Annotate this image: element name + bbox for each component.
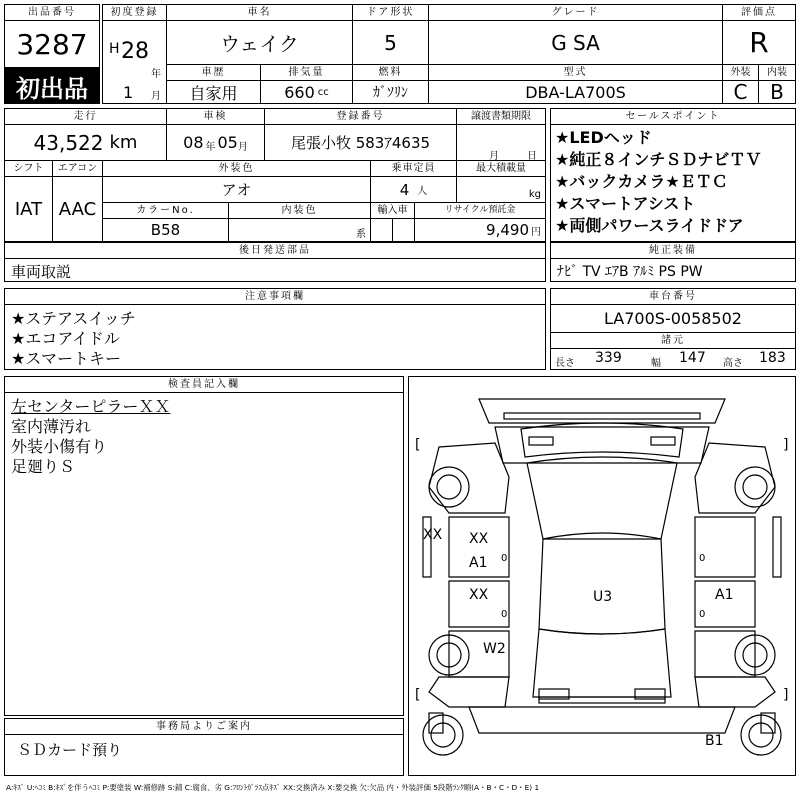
- length: 339: [595, 350, 622, 366]
- bracket-rr: ]: [783, 687, 789, 703]
- recycle-label: リサイクル預託金: [415, 203, 545, 219]
- seats: 4: [399, 180, 410, 199]
- fuel: ｶﾞｿﾘﾝ: [353, 81, 429, 103]
- car-name: ウェイク: [167, 21, 353, 65]
- model-code: DBA-LA700S: [429, 81, 723, 103]
- office-text: ＳＤカード預り: [17, 741, 123, 759]
- ext-grade: C: [723, 81, 759, 103]
- standard-equipment: [550, 242, 796, 282]
- sales-label: セールスポイント: [551, 109, 795, 125]
- length-label: 長さ: [555, 358, 575, 369]
- colorno: B58: [103, 219, 229, 241]
- office-label: 事務局よりご案内: [5, 719, 403, 735]
- disp-label: 排気量: [261, 65, 353, 81]
- mileage-unit: km: [109, 132, 138, 153]
- inspector-list: [11, 397, 401, 497]
- header-section: [4, 4, 796, 104]
- inspector-label: 検査員記入欄: [5, 377, 403, 393]
- inspector-item: 足廻りＳ: [11, 457, 76, 476]
- mark-xx-rear-door: XX: [469, 587, 489, 603]
- later-parts: [4, 242, 546, 282]
- later-value: 車両取説: [11, 263, 72, 281]
- import-cell-b: [393, 219, 415, 241]
- grade: G SA: [429, 21, 723, 65]
- recycle: 9,490: [486, 221, 529, 239]
- reg-month-unit: 月: [151, 91, 161, 102]
- mark-a1-front-door: A1: [469, 555, 488, 571]
- equip-value: ﾅﾋﾞ TV ｴｱB ｱﾙﾐ PS PW: [557, 264, 703, 280]
- mileage-label: 走行: [5, 109, 167, 125]
- inspect-year-unit: 年: [205, 142, 216, 153]
- reg-year: 28: [121, 39, 149, 64]
- sales-item: ★両側パワースライドドア: [555, 216, 744, 235]
- color-label: 外装色: [103, 161, 371, 177]
- ac: AAC: [53, 177, 103, 241]
- mark-xx-left: XX: [423, 527, 443, 543]
- inspector-item: 室内薄汚れ: [11, 417, 92, 436]
- load-unit: kg: [528, 189, 541, 200]
- sales-list: [555, 127, 795, 241]
- history: 自家用: [167, 81, 261, 103]
- door-type: 5: [353, 21, 429, 65]
- mark-a1-right: A1: [715, 587, 734, 603]
- caution-list: [11, 309, 541, 369]
- lot-label: 出品番号: [5, 5, 99, 21]
- mark-xx-front-door: XX: [469, 531, 489, 547]
- mileage: 43,522: [33, 130, 104, 155]
- name-label: 車名: [167, 5, 353, 21]
- score-label: 評価点: [723, 5, 795, 21]
- height: 183: [759, 350, 786, 366]
- bracket-fr: ]: [783, 437, 789, 453]
- plate-label: 登録番号: [265, 109, 457, 125]
- caution-item: ★エコアイドル: [11, 329, 120, 348]
- seats-label: 乗車定員: [371, 161, 457, 177]
- door-label: ドア形状: [353, 5, 429, 21]
- load-label: 最大積載量: [457, 161, 545, 177]
- reg-cell: [103, 21, 167, 103]
- chassis-number: LA700S-0058502: [551, 305, 795, 333]
- colorno-label: カラーNo.: [103, 203, 229, 219]
- height-label: 高さ: [723, 358, 743, 369]
- zero-4: 0: [699, 609, 706, 620]
- plate-number: 尾張小牧 583ｱ4635: [265, 125, 457, 161]
- car-diagram: [408, 376, 796, 776]
- sales-item: ★スマートアシスト: [555, 194, 696, 213]
- spec-row: [551, 349, 795, 369]
- sales-item: ★LEDヘッド: [555, 128, 652, 147]
- score: R: [723, 21, 795, 65]
- displacement: 660: [284, 82, 315, 102]
- reg-label: 初度登録: [103, 5, 167, 21]
- ext-label: 外装: [723, 65, 759, 81]
- bracket-fl: [: [415, 437, 421, 453]
- shift: IAT: [5, 177, 53, 241]
- deliv-cell: [457, 125, 545, 161]
- zero-3: 0: [699, 553, 706, 564]
- inspect-label: 車検: [167, 109, 265, 125]
- intcolor-label: 内装色: [229, 203, 371, 219]
- mark-w2: W2: [483, 641, 506, 657]
- bracket-rl: [: [415, 687, 421, 703]
- recycle-cell: [415, 219, 545, 241]
- model-label: 型式: [429, 65, 723, 81]
- mark-b1: B1: [705, 733, 724, 749]
- chassis-label: 車台番号: [551, 289, 795, 305]
- zero-2: 0: [501, 609, 508, 620]
- car-outline: [409, 377, 795, 775]
- caution-label: 注意事項欄: [5, 289, 545, 305]
- shift-label: シフト: [5, 161, 53, 177]
- sales-item: ★バックカメラ★ＥＴＣ: [555, 172, 728, 191]
- inspect-cell: [167, 125, 265, 161]
- reg-era: H: [109, 41, 120, 57]
- later-label: 後日発送部品: [5, 243, 545, 259]
- inspect-month: 05: [217, 133, 238, 152]
- width: 147: [679, 350, 706, 366]
- inspect-month-unit: 月: [237, 142, 248, 153]
- disp-cell: [261, 81, 353, 103]
- import-cell-a: [371, 219, 393, 241]
- width-label: 幅: [651, 358, 661, 369]
- inspector-section: [4, 376, 404, 716]
- zero-1: 0: [501, 553, 508, 564]
- recycle-unit: 円: [531, 226, 541, 238]
- mark-u3: U3: [593, 589, 613, 605]
- inspector-item: 左センターピラーＸＸ: [11, 397, 171, 416]
- equip-label: 純正装備: [551, 243, 795, 259]
- int-grade: B: [770, 81, 784, 103]
- seats-cell: [371, 177, 457, 203]
- mileage-cell: [5, 125, 167, 161]
- header-table: [102, 4, 796, 104]
- deliv-month-unit: 月: [489, 151, 499, 161]
- history-label: 車歴: [167, 65, 261, 81]
- caution-item: ★スマートキー: [11, 349, 122, 368]
- office-section: [4, 718, 404, 776]
- intcolor-cell: [229, 219, 371, 241]
- intcolor-unit: 系: [356, 229, 366, 240]
- reg-year-unit: 年: [151, 69, 161, 80]
- caution-item: ★ステアスイッチ: [11, 309, 136, 328]
- sales-item: ★純正８インチＳＤナビＴＶ: [555, 150, 762, 169]
- reg-month: 1: [123, 83, 134, 102]
- chassis-section: [550, 288, 796, 370]
- grade-label: グレード: [429, 5, 723, 21]
- deliv-label: 譲渡書類期限: [457, 109, 545, 125]
- caution-section: [4, 288, 546, 370]
- first-listing-badge: [4, 68, 100, 104]
- first-listing-text: 初出品: [16, 74, 88, 103]
- disp-unit: cc: [317, 86, 329, 98]
- load-cell: [457, 177, 545, 203]
- inspector-item: 外装小傷有り: [11, 437, 108, 456]
- legend-footer: A:ｷｽﾞ U:ﾍｺﾐ B:ｷｽﾞを伴うﾍｺﾐ P:要塗装 W:補修跡 S:錆 C:腐食、劣 G:ﾌﾛﾝﾄｶﾞﾗｽ点ｷｽﾞ XX:交換済み X:要交換 欠:欠品 内・外装評価 5段階ﾗﾝｸ順(A・B・C・D・E) 1: [6, 783, 540, 792]
- info-table: [4, 108, 546, 242]
- int-label: 内装: [759, 65, 795, 81]
- seats-unit: 人: [417, 186, 428, 197]
- import-label: 輸入車: [371, 203, 415, 219]
- inspect-year: 08: [183, 133, 204, 152]
- sales-points: [550, 108, 796, 242]
- spec-label: 諸元: [551, 333, 795, 349]
- lot-number: 3287: [16, 27, 88, 61]
- deliv-day-unit: 日: [527, 151, 537, 161]
- lot-box: [4, 4, 100, 68]
- ac-label: エアコン: [53, 161, 103, 177]
- fuel-label: 燃料: [353, 65, 429, 81]
- color: アオ: [103, 177, 371, 203]
